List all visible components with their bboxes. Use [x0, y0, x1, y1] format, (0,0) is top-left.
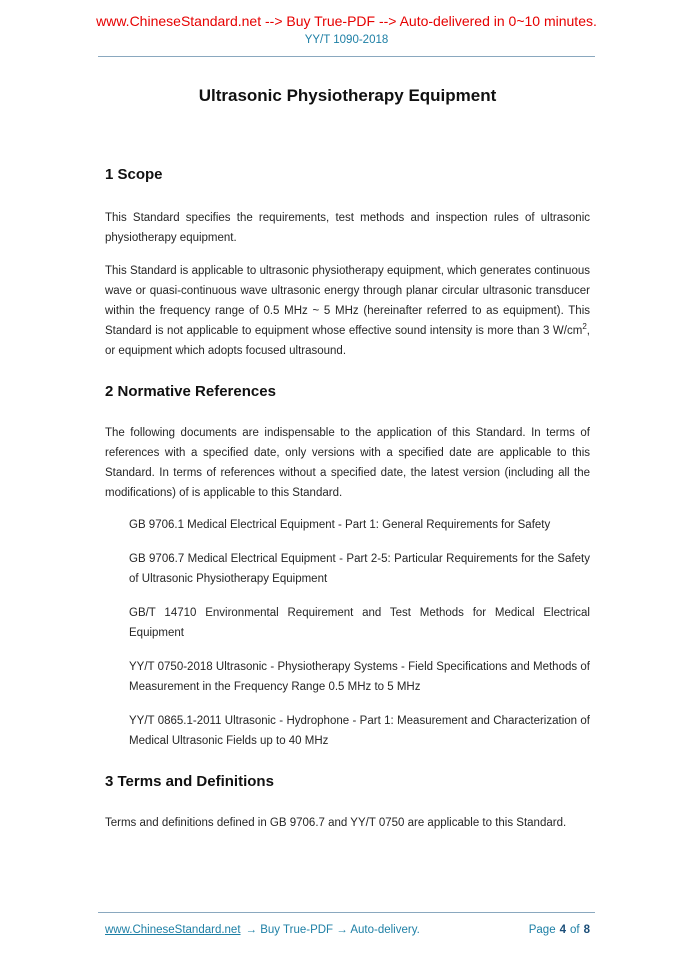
page-header	[0, 0, 693, 47]
header-divider	[98, 56, 595, 57]
reference-item: YY/T 0750-2018 Ultrasonic - Physiotherapy Systems - Field Specifications and Methods of Measurement in the Frequency Range 0.5 MHz to 5 MHz	[129, 661, 590, 693]
reference-item: GB/T 14710 Environmental Requirement and Test Methods for Medical Electrical Equipment	[129, 607, 590, 639]
footer-site-link[interactable]: www.ChineseStandard.net	[105, 924, 241, 936]
footer-row	[0, 922, 693, 938]
scope-paragraph-2-tail: , or equipment which adopts focused ultrasound.	[105, 325, 590, 357]
scope-paragraph-2	[105, 261, 590, 361]
page-total-number: 8	[583, 924, 590, 936]
page-of-label: of	[570, 924, 580, 936]
section-heading-normative-references: 2 Normative References	[105, 383, 276, 400]
footer-promo-text: → Buy True-PDF → Auto-delivery.	[245, 924, 420, 936]
page-title: Ultrasonic Physiotherapy Equipment	[198, 86, 497, 105]
page-footer	[0, 912, 693, 938]
reference-item: YY/T 0865.1-2011 Ultrasonic - Hydrophone - Part 1: Measurement and Characterization of Medical Ultrasonic Fields up to 40 MHz	[129, 715, 590, 747]
scope-paragraph-1: This Standard specifies the requirements, test methods and inspection rules of ultrasonic physiotherapy equipment.	[105, 212, 590, 244]
section-heading-terms-definitions: 3 Terms and Definitions	[105, 773, 274, 790]
superscript-2: 2	[582, 322, 587, 332]
page-label: Page	[528, 924, 556, 936]
reference-item: GB 9706.1 Medical Electrical Equipment - Part 1: General Requirements for Safety	[129, 519, 551, 531]
page-indicator	[529, 922, 590, 938]
document-content	[0, 85, 693, 833]
scope-paragraph-2-text: This Standard is applicable to ultrasonic physiotherapy equipment, which generates continuous wave or quasi-continuous wave ultrasonic energy through planar circular ultrasonic transducer within the frequency range of 0.5 MHz ~ 5 MHz (hereinafter referred to as equipment). This Standard is not applicable to equipment whose effective sound intensity is more than 3 W/cm	[105, 265, 590, 337]
normative-intro-paragraph: The following documents are indispensable to the application of this Standard. In terms of references with a specified date, only versions with a specified date are applicable to this Standard. In terms of references without a specified date, the latest version (including all the modifications) of is applicable to this Standard.	[105, 427, 590, 499]
terms-paragraph: Terms and definitions defined in GB 9706.7 and YY/T 0750 are applicable to this Standard.	[105, 817, 567, 829]
page-current-number: 4	[559, 924, 566, 936]
footer-divider	[98, 912, 595, 913]
section-heading-scope: 1 Scope	[105, 166, 163, 183]
footer-left	[105, 922, 420, 938]
header-promo-link[interactable]: www.ChineseStandard.net --> Buy True-PDF --> Auto-delivered in 0~10 minutes.	[96, 13, 597, 29]
doc-number: YY/T 1090-2018	[304, 34, 389, 46]
reference-item: GB 9706.7 Medical Electrical Equipment - Part 2-5: Particular Requirements for the Safety of Ultrasonic Physiotherapy Equipment	[129, 553, 590, 585]
